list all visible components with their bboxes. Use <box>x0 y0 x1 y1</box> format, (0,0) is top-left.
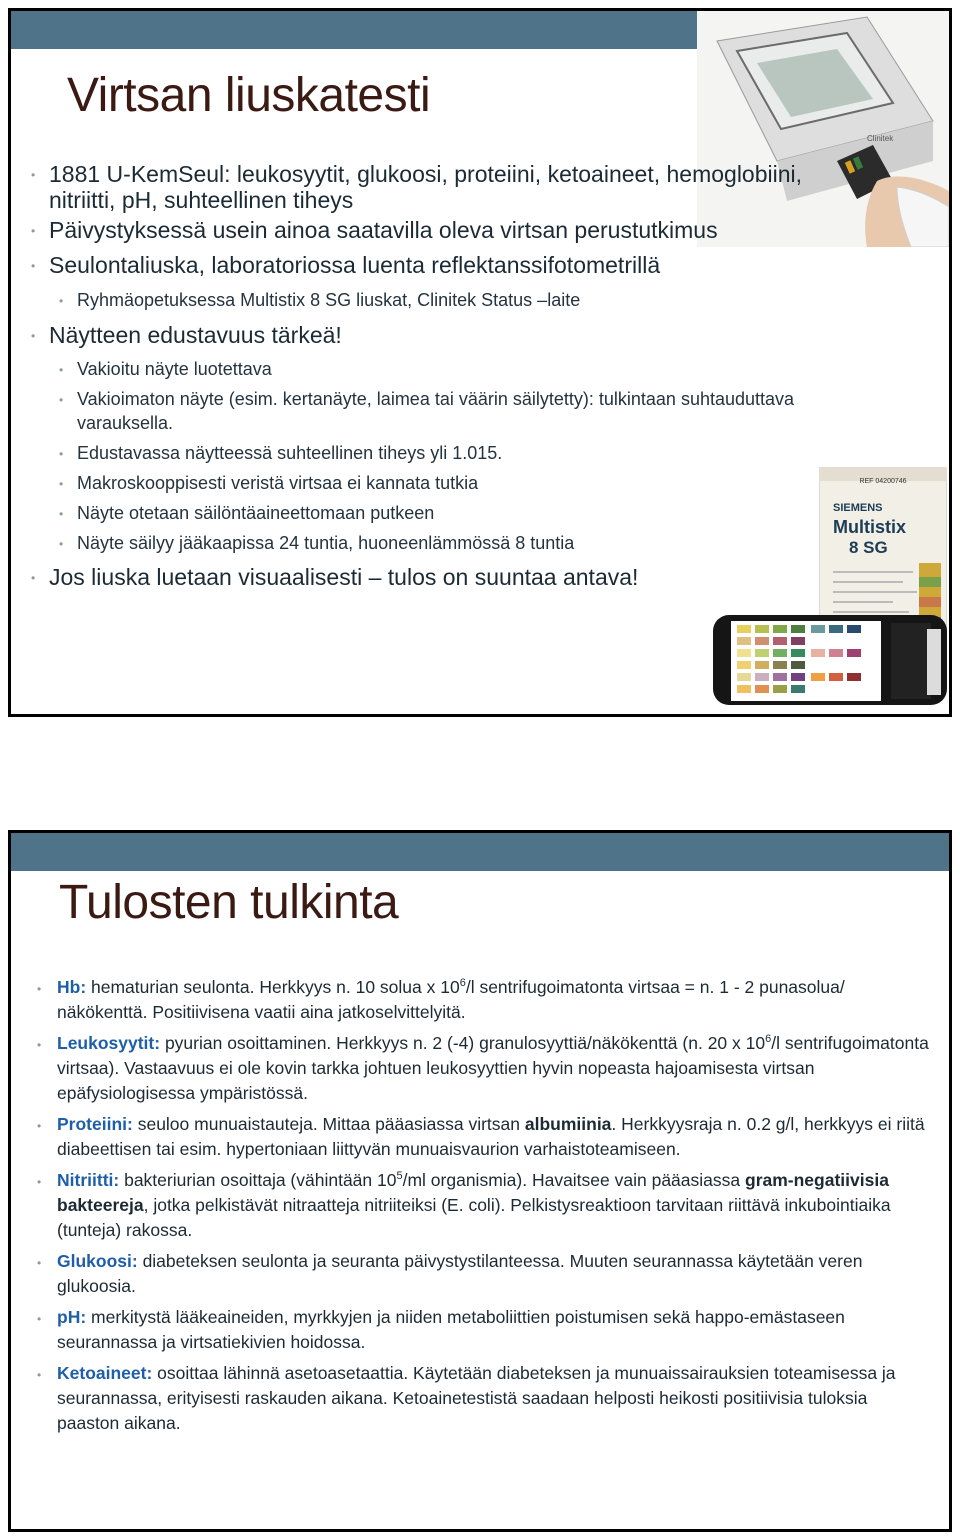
superscript-exponent: 6 <box>765 1033 772 1046</box>
list-item: • Jos liuska luetaan visuaalisesti – tulos on suuntaa antava! <box>27 564 847 590</box>
list-item: • Näyte säilyy jääkaapissa 24 tuntia, huoneenlämmössä 8 tuntia <box>27 531 847 555</box>
slide-title: Tulosten tulkinta <box>59 876 399 929</box>
list-item: • Edustavassa näytteessä suhteellinen tiheys yli 1.015. <box>27 441 847 465</box>
interpretation-item <box>31 1168 931 1243</box>
parameter-label: Hb: <box>57 977 87 997</box>
superscript-exponent: 5 <box>396 1170 403 1183</box>
description-text: , jotka pelkistävät nitraatteja nitriiteiksi (E. coli). Pelkistysreaktioon tarvitaan riittävä inkubointiaika (tunteja) rakossa. <box>57 1195 891 1240</box>
multistix-tube-image <box>707 609 952 709</box>
box-brand-text: SIEMENS <box>833 502 883 514</box>
device-brand-text: Clinitek <box>867 134 894 143</box>
description-text: /ml organismia). Havaitsee vain pääasiassa <box>402 1170 745 1190</box>
interpretation-item <box>31 1031 931 1106</box>
bullet-list <box>27 161 847 590</box>
description-text: seuloo munuaistauteja. Mittaa pääasiassa virtsan <box>132 1114 525 1134</box>
parameter-label: Glukoosi: <box>57 1251 138 1271</box>
interpretation-item <box>31 1305 931 1355</box>
list-item: • Päivystyksessä usein ainoa saatavilla oleva virtsan perustutkimus <box>27 217 847 243</box>
parameter-label: pH: <box>57 1307 87 1327</box>
description-text: pyurian osoittaminen. Herkkyys n. 2 (-4) granulosyyttiä/näkökenttä (n. 20 x 10 <box>160 1033 766 1053</box>
slide-urine-strip-test <box>8 8 952 717</box>
description-text: /l sentrifugoimatonta virtsaa). Vastaavuus ei ole kovin tarkka johtuen leukosyyttien hyvin nopeasta hajoamisesta virtsan epäfysiologisessa ympäristössä. <box>57 1033 929 1103</box>
interpretation-item <box>31 1249 931 1299</box>
interpretation-item <box>31 1112 931 1162</box>
slide-header-bar <box>11 833 949 871</box>
description-text: . Herkkyysraja n. 0.2 g/l, herkkyys ei riitä diabeettisen tai esim. hypertoniaan liittyvän munuaisvaurion varhaistoteamiseen. <box>57 1114 925 1159</box>
slide-title: Virtsan liuskatesti <box>67 69 431 122</box>
list-item: • Seulontaliuska, laboratoriossa luenta reflektanssifotometrillä <box>27 252 847 278</box>
list-item: • Näytteen edustavuus tärkeä! <box>27 322 847 348</box>
description-text: bakteriurian osoittaja (vähintään 10 <box>119 1170 397 1190</box>
interpretation-item <box>31 975 931 1025</box>
list-item: • Näyte otetaan säilöntäaineettomaan putkeen <box>27 501 847 525</box>
list-item: • 1881 U-KemSeul: leukosyytit, glukoosi, proteiini, ketoaineet, hemoglobiini, nitriitti, pH, suhteellinen tiheys <box>27 161 847 213</box>
list-item: • Vakioimaton näyte (esim. kertanäyte, laimea tai väärin säilytetty): tulkintaan suhtauduttava varauksella. <box>27 387 807 435</box>
interpretation-list <box>31 975 931 1436</box>
interpretation-item <box>31 1361 931 1436</box>
parameter-label: Proteiini: <box>57 1114 133 1134</box>
emphasized-text: albumiinia <box>524 1114 612 1134</box>
description-text: /l sentrifugoimatonta virtsaa = n. 1 - 2 punasolua/ näkökenttä. Positiivisena vaatii aina jatkoselvittelyitä. <box>57 977 845 1022</box>
description-text: osoittaa lähinnä asetoasetaattia. Käytetään diabeteksen ja munuaissairauksien toteamisessa ja seurannassa, erityisesti raskauden aikana. Ketoainetestistä saadaan helposti heikosti positiivisia tuloksia paaston aikana. <box>57 1363 896 1433</box>
parameter-label: Leukosyytit: <box>57 1033 161 1053</box>
parameter-label: Ketoaineet: <box>57 1363 153 1383</box>
emphasized-text: gram-negatiivisia bakteereja <box>57 1170 889 1215</box>
description-text: merkitystä lääkeaineiden, myrkkyjen ja niiden metaboliittien poistumisen sekä happo-emästaseen seurannassa ja virtsatiekivien hoidossa. <box>57 1307 845 1352</box>
box-ref-text: REF 04200746 <box>859 478 907 485</box>
parameter-label: Nitriitti: <box>57 1170 120 1190</box>
list-item: • Ryhmäopetuksessa Multistix 8 SG liuskat, Clinitek Status –laite <box>27 288 847 312</box>
description-text: hematurian seulonta. Herkkyys n. 10 solua x 10 <box>86 977 460 997</box>
list-item: • Vakioitu näyte luotettava <box>27 357 847 381</box>
list-item: • Makroskooppisesti veristä virtsaa ei kannata tutkia <box>27 471 847 495</box>
box-variant-text: 8 SG <box>849 538 888 557</box>
slide-result-interpretation <box>8 830 952 1532</box>
superscript-exponent: 6 <box>459 977 466 990</box>
box-product-text: Multistix <box>833 517 907 537</box>
description-text: diabeteksen seulonta ja seuranta päivystystilanteessa. Muuten seurannassa käytetään veren glukoosia. <box>57 1251 863 1296</box>
